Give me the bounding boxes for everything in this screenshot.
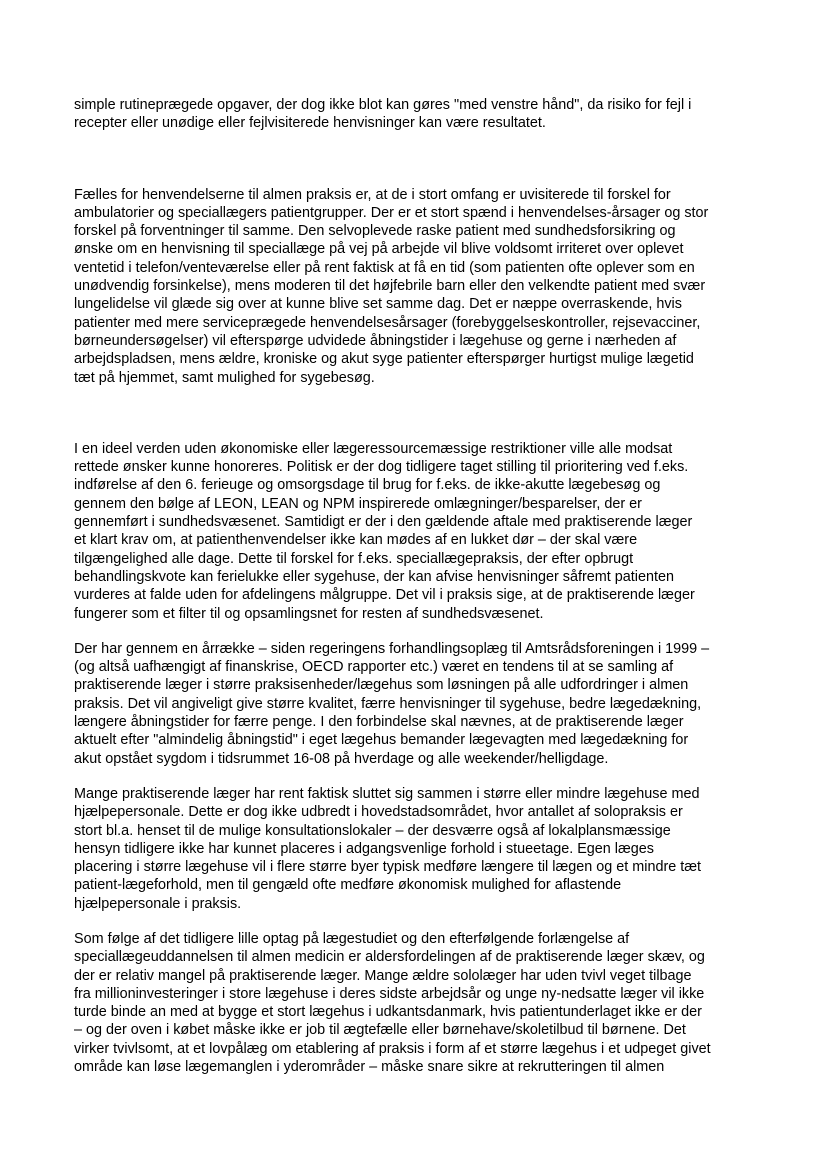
paragraph-3: I en ideel verden uden økonomiske eller lægeressourcemæssige restriktioner ville alle modsat rettede ønsker kunne honoreres. Politisk er der dog tidligere taget stilling til prioritering ved f.eks. indførelse af den 6. ferieuge og omsorgsdage til brug for f.eks. de ikke-akutte lægebesøg og gennem den bølge af LEON, LEAN og NPM inspirerede omlægninger/besparelser, der er gennemført i sundhedsvæsenet. Samtidigt er der i den gældende aftale med praktiserende læger et klart krav om, at patienthenvendelser ikke kan mødes af en lukket dør – der skal være tilgængelighed alle dage. Dette til forskel for f.eks. speciallægepraksis, der efter opbrugt behandlingskvote kan ferielukke eller sygehuse, der kan afvise henvisninger såfremt patienten vurderes at falde uden for afdelingens målgruppe. Det vil i praksis sige, at de praktiserende læger fungerer som et filter til og opsamlingsnet for resten af sundhedsvæsenet. xyxy=(74,440,695,622)
paragraph-2: Fælles for henvendelserne til almen praksis er, at de i stort omfang er uvisiterede til forskel for ambulatorier og speciallægers patientgrupper. Der er et stort spænd i henvendelses-årsager og stor forskel på forventninger til samme. Den selvoplevede raske patient med sundhedsforsikring og ønske om en henvisning til speciallæge på vej på arbejde vil blive voldsomt irriteret over oplevet ventetid i telefon/venteværelse eller på rent faktisk at få en tid (som patienten ofte oplever som en unødvendig forsinkelse), mens moderen til det højfebrile barn eller den velkendte patient med svær lungelidelse vil glæde sig over at kunne blive set samme dag. Det er næppe overraskende, hvis patienter med mere serviceprægede henvendelsesårsager (forebyggelseskontroller, rejsevacciner, børneundersøgelser) vil efterspørge udvidede åbningstider i lægehuse og gerne i nærheden af arbejdspladsen, mens ældre, kroniske og akut syge patienter efterspørger hurtigst mulige lægetid tæt på hjemmet, samt mulighed for sygebesøg. xyxy=(74,186,709,386)
paragraph-6: Som følge af det tidligere lille optag på lægestudiet og den efterfølgende forlængelse af speciallægeuddannelsen til almen medicin er aldersfordelingen af de praktiserende læger skæv, og der er relativ mangel på praktiserende læger. Mange ældre sololæger har uden tvivl veget tilbage fra millioninvesteringer i store lægehuse i deres sidste arbejdsår og unge ny-nedsatte læger vil ikke turde binde an med at bygge et stort lægehus i udkantsdanmark, hvis patientunderlaget ikke er der – og der oven i købet måske ikke er job til ægtefælle eller børnehave/skoletilbud til børnene. Det virker tvivlsomt, at et lovpålæg om etablering af praksis i form af et større lægehus i et udpeget givet område kan løse lægemanglen i yderområder – måske snare sikre at rekrutteringen til almen xyxy=(74,930,711,1076)
paragraph-5: Mange praktiserende læger har rent faktisk sluttet sig sammen i større eller mindre lægehuse med hjælpepersonale. Dette er dog ikke udbredt i hovedstadsområdet, hvor antallet af solopraksis er stort bl.a. henset til de mulige konsultationslokaler – der desværre også af lokalplansmæssige hensyn tidligere ikke har kunnet placeres i adgangsvenlige forhold i stueetage. Egen læges placering i større lægehuse vil i flere større byer typisk medføre længere til lægen og et mindre tæt patient-lægeforhold, men til gengæld ofte medføre økonomisk mulighed for aflastende hjælpepersonale i praksis. xyxy=(74,785,702,912)
document-page xyxy=(74,96,764,1076)
paragraph-4: Der har gennem en årrække – siden regeringens forhandlingsoplæg til Amtsrådsforeningen i 1999 – (og altså uafhængigt af finanskrise, OECD rapporter etc.) været en tendens til at se samling af praktiserende læger i større praksisenheder/lægehus som løsningen på alle udfordringer i almen praksis. Det vil angiveligt give større kvalitet, færre henvisninger til sygehuse, bedre lægedækning, længere åbningstider for færre penge. I den forbindelse skal nævnes, at de praktiserende læger aktuelt efter "almindelig åbningstid" i eget lægehus bemander lægevagten med lægedækning for akut opstået sygdom i tidsrummet 16-08 på hverdage og alle weekender/helligdage. xyxy=(74,640,710,767)
paragraph-1: simple rutineprægede opgaver, der dog ikke blot kan gøres "med venstre hånd", da risiko for fejl i recepter eller unødige eller fejlvisiterede henvisninger kan være resultatet. xyxy=(74,97,692,132)
